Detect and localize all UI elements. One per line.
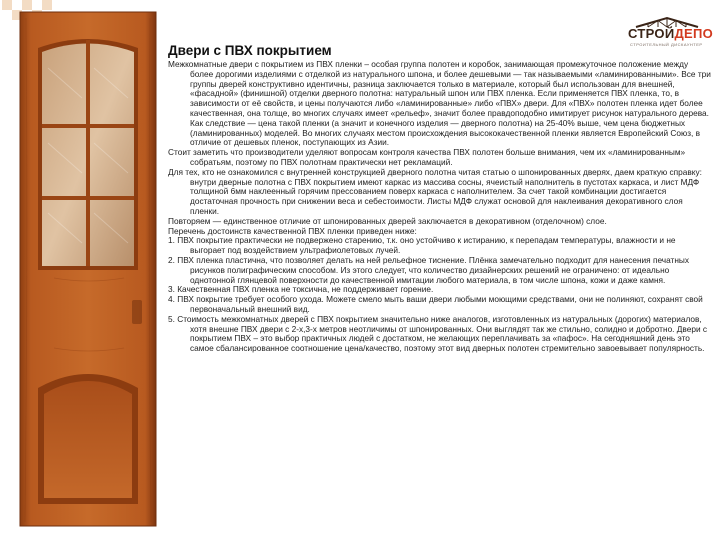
paragraph-intro: Межкомнатные двери с покрытием из ПВХ пленки – особая группа полотен и коробок, занимающая промежуточное положение между более дорогими изделиями с отделкой из натурального шпона, и более дешевыми — так называемыми «ламинированными». Все три группы дверей конструктивно идентичны, разница заключается только в материале, который был использован для внешней, «фасадной» (финишной) отделки дверного полотна: натуральный шпон или ПВХ пленка. Если применяется ПВХ пленка, то, в зависимости от её свойств, и цены получаются либо «ламинированные» либо «ПВХ» двери. Для «ПВХ» полотен пленка идет более качественная, она толще, во многих случаях имеет «рельеф», значит более правдоподобно имитирует рисунок натурального дерева. Как следствие — цена такой пленки (а значит и конечного изделия — дверного полотна) на 25-40% выше, чем цена бюджетных (ламинированных) моделей. Во многих случаях местом происхождения высококачественной пленки является Европейский Союз, в отличие от дешевых пленок, поступающих из Азии.: [168, 59, 711, 148]
paragraph-advantages-heading: Перечень достоинств качественной ПВХ пленки приведен ниже:: [168, 225, 417, 236]
logo-brand-part2: ДЕПО: [674, 26, 714, 41]
advantage-item-3: 3. Качественная ПВХ пленка не токсична, не поддерживает горение.: [168, 284, 434, 295]
logo-brand-part1: СТРОЙ: [628, 26, 675, 41]
advantage-item-1: 1. ПВХ покрытие практически не подвержено старению, т.к. оно устойчиво к истиранию, к перепадам температуры, влажности и не выгорает под воздействием ультрафиолетовых лучей.: [168, 235, 676, 256]
advantage-item-5: 5. Стоимость межкомнатных дверей с ПВХ покрытием значительно ниже аналогов, изготовленных из натуральных (дорогих) материалов, хотя внешне ПВХ двери с 2-х,3-х метров неотличимы от шпонированных. Они выглядят так же стильно, солидно и добротно. Двери с покрытием ПВХ – это выбор практичных людей с достатком, не желающих переплачивать за «пафос». На сегодняшний день это самое сбалансированное соотношение цена/качество, поэтому этот вид дверных полотен стремительно завоевывает популярность.: [168, 313, 708, 354]
door-illustration: [14, 8, 164, 532]
article-body: [168, 60, 712, 354]
page-title: Двери с ПВХ покрытием: [168, 43, 332, 58]
paragraph-construction: Для тех, кто не ознакомился с внутренней конструкцией дверного полотна читая статью о шпонированных дверях, даем краткую справку: внутри дверные полотна с ПВХ покрытием имеют каркас из массива сосны, ячеистый наполнитель в пустотах каркаса, и лист МДФ толщиной 6мм наклеенный горячим прессованием поверх каркаса с наполнителем. За счет такой комбинации достигается достаточная прочность при снижении веса и себестоимости. Листы МДФ служат основой для наклеивания декоративного слоя пленки.: [168, 166, 702, 216]
paragraph-difference: Повторяем — единственное отличие от шпонированных дверей заключается в декоративном (отделочном) слое.: [168, 215, 607, 226]
logo-brand: [628, 26, 713, 41]
paragraph-quality-control: Стоит заметить что производители уделяют вопросам контроля качества ПВХ полотен больше внимания, чем их «ламинированным» собратьям, поэтому по ПВХ полотнам практически нет рекламаций.: [168, 147, 686, 167]
advantage-item-2: 2. ПВХ пленка пластична, что позволяет делать на ней рельефное тиснение. Плёнка замечательно подходит для нанесения печатных рисунков полиграфическим способом. Из этого следует, что количество дизайнерских решений не ограничено: от идеально однотонной глянцевой поверхности до качественной имитации любого материала, в том числе шпона, кожи и даже камня.: [168, 254, 690, 285]
advantage-item-4: 4. ПВХ покрытие требует особого ухода. Можете смело мыть ваши двери любыми моющими средствами, они не полиняют, сохранят свой первоначальный внешний вид.: [168, 294, 703, 314]
door-image: [14, 8, 164, 532]
logo-tagline: СТРОИТЕЛЬНЫЙ ДИСКАУНТЕР: [630, 42, 703, 47]
stroydepo-logo: [628, 16, 714, 47]
